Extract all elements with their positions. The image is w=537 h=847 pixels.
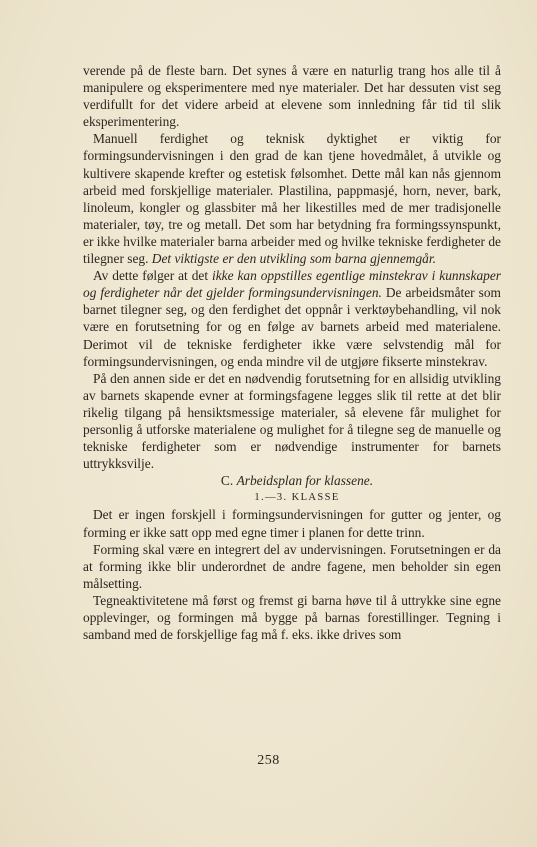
text-span: verende på de fleste barn. Det synes å være en naturlig trang hos alle til å manipulere og eksperimentere med nye materialer. Det har dessuten vist seg verdifullt for det videre arbeid at elevene som innledning får tid til slik eksperimentering. — [83, 63, 501, 130]
text-span: På den annen side er det en nødvendig forutsetning for en allsidig utvikling av barnets skapende evner at formingsfagene legges slik til rette at det blir rikelig tilgang på hensiktsmessige materialer, så elevene får mulighet for personlig å utforske materialene og mulighet for å tilegne seg de manuelle og tekniske ferdigheter som er nødvendige instrumenter for barnets uttrykksvilje. — [83, 370, 501, 472]
paragraph — [83, 506, 501, 540]
section-title: Arbeidsplan for klassene. — [236, 473, 374, 489]
paragraph — [83, 62, 501, 130]
text-span: De arbeidsmåter som barnet tilegner seg, og den ferdighet det oppnår i verktøybehandling, vil nok være en forutsetning for og en følge av barnets arbeid med materialene. Derimot vil de tekniske ferdigheter ikke være selvstendig mål for formingsundervisningen, og enda mindre vil de utgjøre fikserte minstekrav. — [83, 285, 501, 369]
paragraph — [83, 592, 501, 643]
text-span: Det er ingen forskjell i formingsundervisningen for gutter og jenter, og forming er ikke satt opp med egne timer i planen for dette trinn. — [83, 507, 501, 540]
paragraphs-bottom — [83, 506, 501, 643]
class-subheading: 1.—3. KLASSE — [254, 492, 340, 504]
body-text — [83, 62, 501, 643]
italic-span: Det viktigste er den utvikling som barna gjennemgår. — [151, 251, 436, 267]
text-span: Forming skal være en integrert del av undervisningen. Forutsetningen er da at forming ikke blir underordnet de andre fagene, men beholder sin egen målsetting. — [83, 541, 501, 591]
text-span: Manuell ferdighet og teknisk dyktighet er viktig for formingsundervisningen i den grad de kan tjene hovedmålet, å utvikle og kultivere skapende krefter og estetisk følsomhet. Dette mål kan nås gjennom arbeid med forskjellige materialer. Plastilina, pappmasjé, horn, never, bark, linoleum, kongler og glassbiter må her likestilles med de mer tradisjonelle materialer, tøy, tre og metall. Det som har betydning fra formingssynspunkt, er ikke hvilke materialer barna arbeider med og hvilke tekniske ferdigheter de tilegner seg. — [83, 131, 501, 267]
paragraph — [83, 267, 501, 370]
text-span: Tegneaktivitetene må først og fremst gi barna høve til å uttrykke sine egne opplevinger, og formingen må bygge på barnas forestillinger. Tegning i samband med de forskjellige fag må f. eks. ikke drives som — [83, 592, 501, 643]
section-heading — [83, 472, 501, 489]
page-number: 258 — [257, 753, 280, 768]
paragraphs-top — [83, 62, 501, 472]
italic-span: ikke kan oppstilles egentlige minstekrav i kunnskaper og ferdigheter når det gjelder formingsundervisningen. — [83, 268, 501, 301]
paragraph — [83, 370, 501, 473]
text-span: Av dette følger at det — [93, 268, 212, 284]
paragraph — [83, 541, 501, 592]
section-letter: C. — [220, 473, 234, 489]
paragraph — [83, 130, 501, 267]
